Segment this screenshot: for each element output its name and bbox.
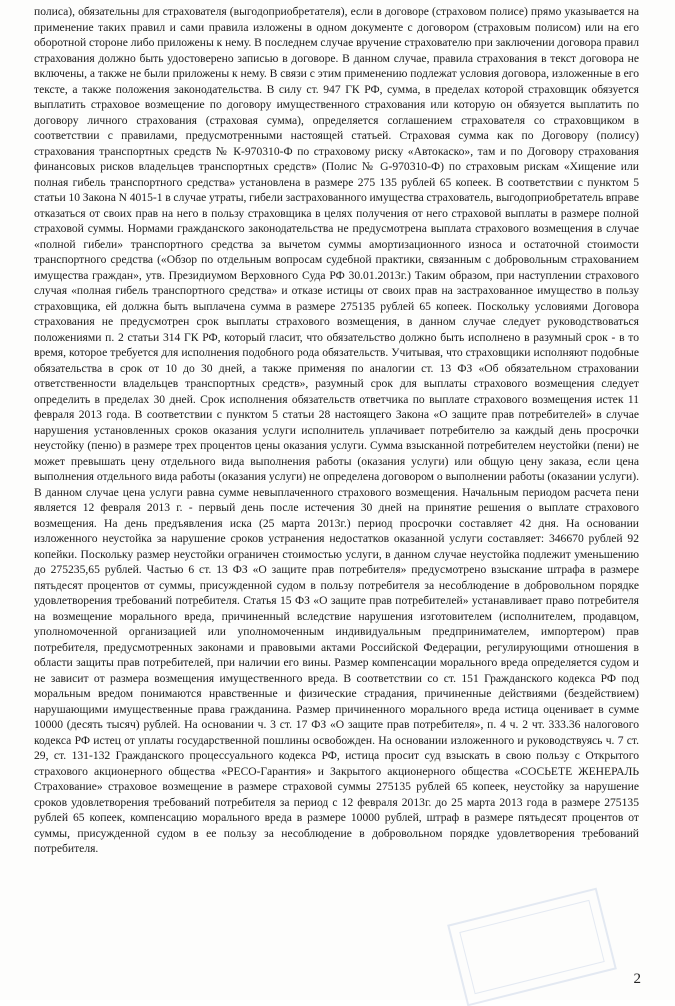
page-number: 2	[633, 971, 641, 987]
body-paragraph: полиса), обязательны для страхователя (выгодоприобретателя), если в договоре (страховом полисе) прямо указывается на применение таких правил и сами правила изложены в одном документе с договором (страховым полисом) или на его оборотной стороне либо приложены к нему. В последнем случае вручение страхователю при заключении договора правил страхования должно быть удостоверено записью в договоре. В данном случае, правила страхования в текст договора не включены, а также не были приложены к нему. В связи с этим применению подлежат условия договора, изложенные в его тексте, а также положения законодательства. В силу ст. 947 ГК РФ, сумма, в пределах которой страховщик обязуется выплатить страховое возмещение по договору имущественного страхования или которую он обязуется выплатить по договору личного страхования (страховая сумма), определяется соглашением страхователя со страховщиком в соответствии с правилами, предусмотренными настоящей статьей. Страховая сумма как по Договору (полису) страхования транспортных средств № К-970310-Ф по страховому риску «Автокаско», там и по Договору страхования финансовых рисков владельцев транспортных средств» (Полис № G-970310-Ф) по страховым рискам «Хищение или полная гибель транспортного средства» установлена в размере 275 135 рублей 65 копеек. В соответствии с пунктом 5 статьи 10 Закона N 4015-1 в случае утраты, гибели застрахованного имущества страхователь, выгодоприобретатель вправе отказаться от своих прав на него в пользу страховщика в целях получения от него страховой выплаты в размере полной страховой суммы. Нормами гражданского законодательства не предусмотрена выплата страхового возмещения в случае «полной гибели» транспортного средства за вычетом суммы амортизационного износа и остаточной стоимости транспортного средства («Обзор по отдельным вопросам судебной практики, связанным с добровольным страхованием имущества граждан», утв. Президиумом Верховного Суда РФ 30.01.2013г.) Таким образом, при наступлении страхового случая «полная гибель транспортного средства» и отказе истицы от своих прав на застрахованное имущество в пользу страховщика, ей должна быть выплачена сумма в размере 275135 рублей 65 копеек. Поскольку условиями Договора страхования не предусмотрен срок выплаты страхового возмещения, в данном случае следует руководствоваться положениями п. 2 статьи 314 ГК РФ, который гласит, что обязательство должно быть исполнено в разумный срок - в то время, которое требуется для исполнения подобного рода обязательств. Учитывая, что страховщики исполняют подобные обязательства в срок от 10 до 30 дней, а также применяя по аналогии ст. 13 ФЗ «Об обязательном страховании ответственности владельцев транспортных средств», разумный срок для выплаты страхового возмещения следует определить в пределах 30 дней. Срок исполнения обязательств ответчика по выплате страхового возмещения истек 11 февраля 2013 года. В соответствии с пунктом 5 статьи 28 настоящего Закона «О защите прав потребителей» в случае нарушения установленных сроков оказания услуги исполнитель уплачивает потребителю за каждый день просрочки неустойку (пеню) в размере трех процентов цены оказания услуги. Сумма взысканной потребителем неустойки (пени) не может превышать цену отдельного вида выполнения работы (оказания услуги) или общую цену заказа, если цена выполнения отдельного вида работы (оказания услуги) не определена договором о выполнении работы (оказании услуги). В данном случае цена услуги равна сумме невыплаченного страхового возмещения. Начальным периодом расчета пени является 12 февраля 2013 г. - первый день после истечения 30 дней на принятие решения о выплате страхового возмещения. На день предъявления иска (25 марта 2013г.) период просрочки составляет 42 дня. На основании изложенного неустойка за нарушение сроков устранения недостатков оказанной услуги составляет: 346670 рублей 92 копейки. Поскольку размер неустойки ограничен стоимостью услуги, в данном случае неустойка подлежит уменьшению до 275235,65 рублей. Частью 6 ст. 13 ФЗ «О защите прав потребителя» предусмотрено взыскание штрафа в размере пятьдесят процентов от суммы, присужденной судом в пользу потребителя за несоблюдение в добровольном порядке удовлетворения требований потребителя. Статья 15 ФЗ «О защите прав потребителей» устанавливает право потребителя на возмещение морального вреда, причиненный вследствие нарушения изготовителем (исполнителем, продавцом, уполномоченной организацией или уполномоченным индивидуальным предпринимателем, импортером) прав потребителя, предусмотренных законами и правовыми актами Российской Федерации, регулирующими отношения в области защиты прав потребителей, при наличии его вины. Размер компенсации морального вреда определяется судом и не зависит от размера возмещения имущественного вреда. В соответствии со ст. 151 Гражданского кодекса РФ под моральным вредом понимаются нравственные и физические страдания, причиненные действиями (бездействием) нарушающими имущественные права гражданина. Размер причиненного морального вреда истица оценивает в сумме 10000 (десять тысяч) рублей. На основании ч. 3 ст. 17 ФЗ «О защите прав потребителя», п. 4 ч. 2 чт. 333.36 налогового кодекса РФ истец от уплаты государственной пошлины освобожден. На основании изложенного и руководствуясь ч. 7 ст. 29, ст. 131-132 Гражданского процессуального кодекса РФ, истица просит суд взыскать в свою пользу с Открытого страхового акционерного общества «РЕСО-Гарантия» и Закрытого акционерного общества «СОСЬЕТЕ ЖЕНЕРАЛЬ Страхование» страховое возмещение в размере страховой суммы 275135 рублей 65 копеек, неустойку за нарушение сроков удовлетворения требований потребителя за период с 12 февраля 2013г. до 25 марта 2013 года в размере 275135 рублей 65 копеек, компенсацию морального вреда в размере 10000 рублей, штраф в размере пятьдесят процентов от суммы, присужденной судом в ее пользу за несоблюдение в добровольном порядке удовлетворения требований потребителя.	[34, 5, 639, 855]
stamp-mark	[447, 888, 617, 1006]
document-body	[34, 4, 639, 857]
